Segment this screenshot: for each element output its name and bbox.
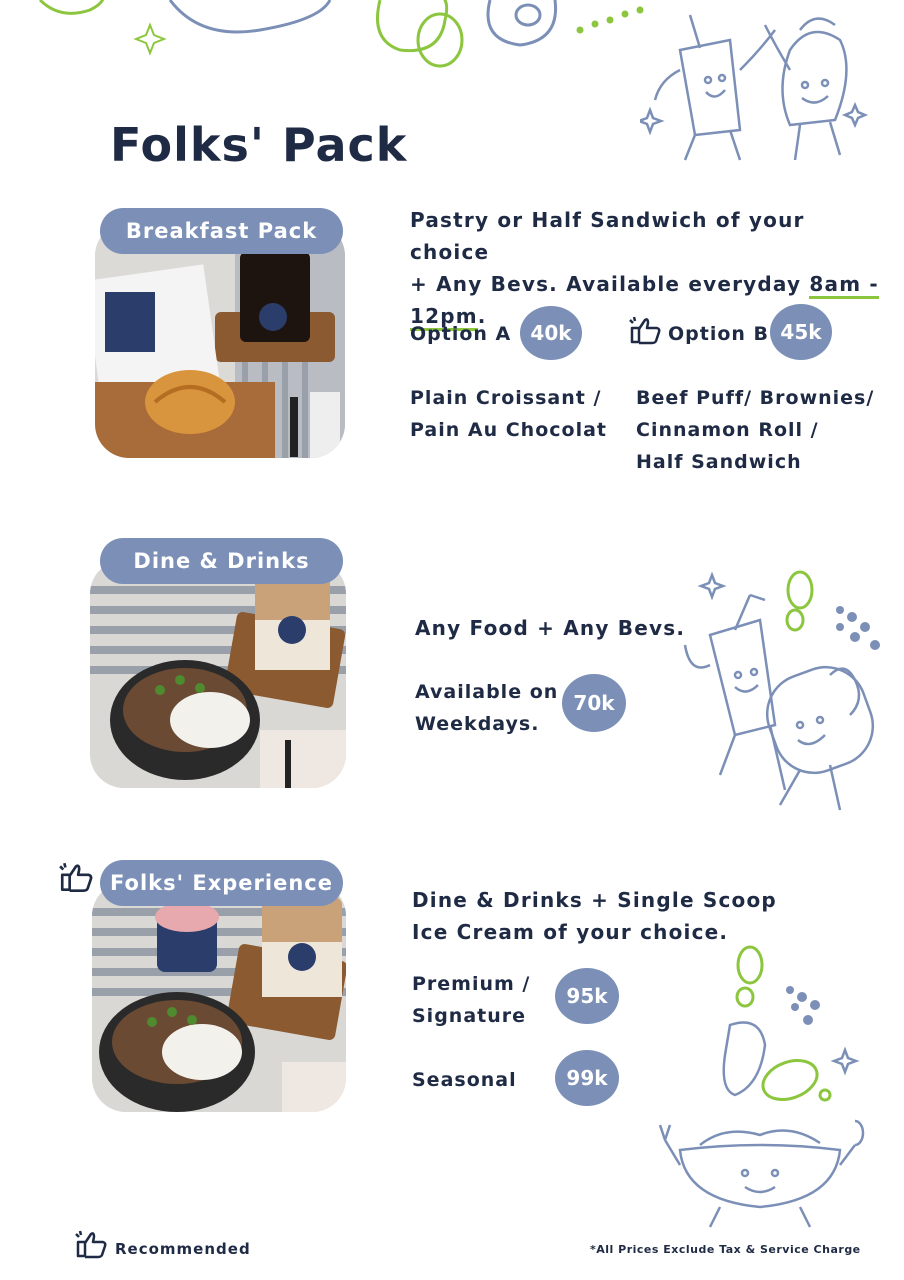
dine-photo xyxy=(90,560,346,788)
food-character-icon xyxy=(680,565,890,820)
bowl-character-icon xyxy=(650,945,870,1230)
option-a-item: Plain Croissant / xyxy=(410,387,602,409)
option-b-price: 45k xyxy=(770,304,832,360)
breakfast-photo xyxy=(95,222,345,458)
option-a-price: 40k xyxy=(520,306,582,360)
tier-premium-name: Premium / Signature xyxy=(412,973,531,1027)
page-title: Folks' Pack xyxy=(110,118,408,172)
tier-seasonal-price: 99k xyxy=(555,1050,619,1106)
dine-description: Any Food + Any Bevs. xyxy=(415,616,686,640)
recommended-legend: Recommended xyxy=(115,1240,251,1258)
option-b-item: Cinnamon Roll / xyxy=(636,419,819,441)
thumbs-up-icon xyxy=(74,1230,108,1260)
dine-availability-line1: Available on xyxy=(415,681,559,703)
thumbs-up-icon xyxy=(628,316,662,346)
option-a-item: Pain Au Chocolat xyxy=(410,419,607,441)
breakfast-desc-line2: + Any Bevs. Available everyday 8am - 12pm. xyxy=(410,268,890,332)
dine-availability xyxy=(415,676,558,740)
tier-premium-price: 95k xyxy=(555,968,619,1024)
breakfast-hours: 8am - 12pm xyxy=(410,272,879,331)
experience-desc-line2: Ice Cream of your choice. xyxy=(412,920,729,944)
option-a-items xyxy=(410,382,607,446)
experience-photo xyxy=(92,882,346,1112)
breakfast-pack-label: Breakfast Pack xyxy=(100,208,343,254)
option-b-item: Half Sandwich xyxy=(636,451,802,473)
experience-description xyxy=(412,884,777,948)
option-b-label: Option B xyxy=(668,323,770,345)
option-a-label: Option A xyxy=(410,323,512,345)
dine-availability-line2: Weekdays. xyxy=(415,713,540,735)
dine-drinks-label: Dine & Drinks xyxy=(100,538,343,584)
tax-note: *All Prices Exclude Tax & Service Charge xyxy=(590,1243,861,1256)
option-b-item: Beef Puff/ Brownies/ xyxy=(636,387,875,409)
tier-seasonal-name: Seasonal xyxy=(412,1069,517,1091)
experience-desc-line1: Dine & Drinks + Single Scoop xyxy=(412,888,777,912)
folks-experience-label: Folks' Experience xyxy=(100,860,343,906)
drink-character-icon xyxy=(640,10,870,170)
breakfast-desc-line1: Pastry or Half Sandwich of your choice xyxy=(410,208,805,264)
dine-price: 70k xyxy=(562,674,626,732)
option-b-items xyxy=(636,382,874,478)
thumbs-up-icon xyxy=(58,862,94,894)
